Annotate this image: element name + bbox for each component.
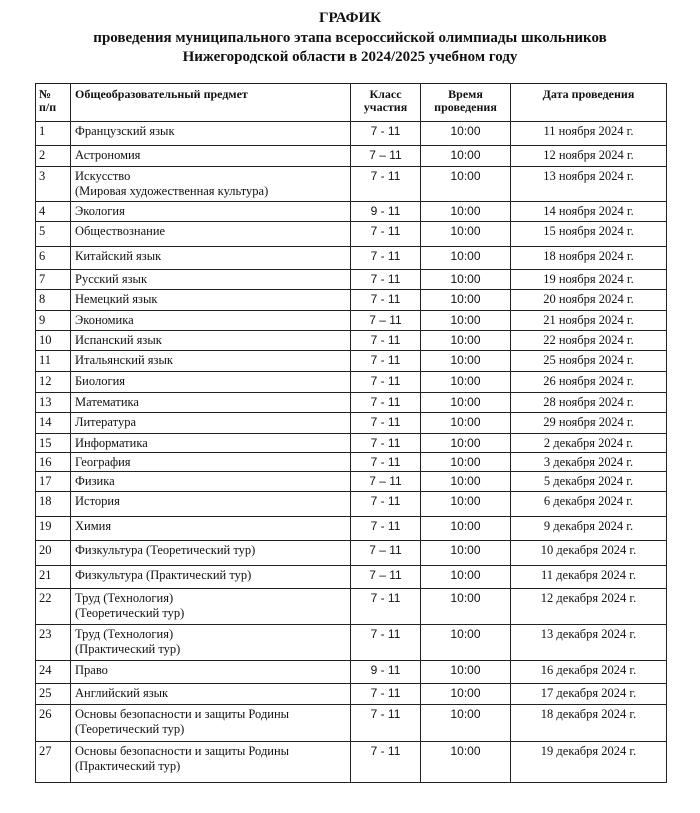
row-number: 17 xyxy=(36,472,71,492)
row-number: 3 xyxy=(36,167,71,202)
row-class: 9 - 11 xyxy=(351,661,421,684)
row-subject xyxy=(71,372,351,393)
row-class: 7 - 11 xyxy=(351,453,421,472)
row-subject-line2: (Теоретический тур) xyxy=(75,722,185,736)
row-time: 10:00 xyxy=(421,434,511,453)
row-subject xyxy=(71,311,351,331)
row-subject-line1: Основы безопасности и защиты Родины xyxy=(75,744,290,758)
row-subject-line1: Искусство xyxy=(75,169,131,183)
row-time: 10:00 xyxy=(421,311,511,331)
row-date: 25 ноября 2024 г. xyxy=(511,351,667,372)
row-date: 19 ноября 2024 г. xyxy=(511,270,667,290)
row-date: 13 ноября 2024 г. xyxy=(511,167,667,202)
row-date: 13 декабря 2024 г. xyxy=(511,625,667,661)
row-time: 10:00 xyxy=(421,290,511,311)
row-subject xyxy=(71,661,351,684)
table-row xyxy=(36,492,667,517)
row-time: 10:00 xyxy=(421,589,511,625)
row-number: 20 xyxy=(36,541,71,566)
row-subject-line1: Физкультура (Практический тур) xyxy=(75,568,252,582)
table-row xyxy=(36,434,667,453)
row-subject xyxy=(71,222,351,247)
row-subject xyxy=(71,566,351,589)
table-row xyxy=(36,270,667,290)
row-subject-line1: Труд (Технология) xyxy=(75,591,174,605)
row-time: 10:00 xyxy=(421,684,511,705)
row-subject xyxy=(71,270,351,290)
row-time: 10:00 xyxy=(421,517,511,541)
row-class: 7 - 11 xyxy=(351,434,421,453)
table-row xyxy=(36,541,667,566)
row-subject-line1: Труд (Технология) xyxy=(75,627,174,641)
row-date: 29 ноября 2024 г. xyxy=(511,413,667,434)
row-class: 7 – 11 xyxy=(351,541,421,566)
row-number: 1 xyxy=(36,122,71,146)
row-number: 18 xyxy=(36,492,71,517)
document-title: ГРАФИК xyxy=(318,10,382,26)
row-time: 10:00 xyxy=(421,566,511,589)
row-subject xyxy=(71,472,351,492)
row-time: 10:00 xyxy=(421,705,511,742)
header-subject: Общеобразовательный предмет xyxy=(71,84,351,122)
row-subject xyxy=(71,167,351,202)
row-number: 24 xyxy=(36,661,71,684)
row-subject-line1: Математика xyxy=(75,395,139,409)
row-class: 7 - 11 xyxy=(351,167,421,202)
document-subtitle: проведения муниципального этапа всероссийской олимпиады школьников xyxy=(93,30,607,46)
table-row xyxy=(36,625,667,661)
row-class: 7 – 11 xyxy=(351,472,421,492)
row-subject xyxy=(71,146,351,167)
row-class: 7 - 11 xyxy=(351,331,421,351)
row-time: 10:00 xyxy=(421,742,511,783)
row-time: 10:00 xyxy=(421,661,511,684)
table-row xyxy=(36,247,667,270)
row-class: 7 – 11 xyxy=(351,566,421,589)
header-time-line1: Время xyxy=(448,87,483,101)
row-subject-line1: Основы безопасности и защиты Родины xyxy=(75,707,290,721)
row-date: 9 декабря 2024 г. xyxy=(511,517,667,541)
header-time xyxy=(421,84,511,122)
table-row xyxy=(36,742,667,783)
row-class: 7 - 11 xyxy=(351,270,421,290)
row-number: 6 xyxy=(36,247,71,270)
row-number: 25 xyxy=(36,684,71,705)
row-class: 7 – 11 xyxy=(351,311,421,331)
row-number: 13 xyxy=(36,393,71,413)
row-date: 17 декабря 2024 г. xyxy=(511,684,667,705)
row-subject-line1: Право xyxy=(75,663,108,677)
table-row xyxy=(36,167,667,202)
header-number-line1: № xyxy=(39,87,52,101)
row-time: 10:00 xyxy=(421,393,511,413)
row-time: 10:00 xyxy=(421,351,511,372)
row-number: 4 xyxy=(36,202,71,222)
row-time: 10:00 xyxy=(421,413,511,434)
row-subject xyxy=(71,413,351,434)
table-row xyxy=(36,222,667,247)
row-subject xyxy=(71,290,351,311)
header-date: Дата проведения xyxy=(511,84,667,122)
row-class: 7 - 11 xyxy=(351,492,421,517)
row-subject xyxy=(71,742,351,783)
row-class: 7 - 11 xyxy=(351,705,421,742)
row-date: 6 декабря 2024 г. xyxy=(511,492,667,517)
row-date: 21 ноября 2024 г. xyxy=(511,311,667,331)
row-subject-line1: Астрономия xyxy=(75,148,141,162)
row-date: 15 ноября 2024 г. xyxy=(511,222,667,247)
row-number: 22 xyxy=(36,589,71,625)
row-date: 3 декабря 2024 г. xyxy=(511,453,667,472)
table-row xyxy=(36,202,667,222)
row-time: 10:00 xyxy=(421,167,511,202)
row-subject xyxy=(71,492,351,517)
row-subject-line1: Экономика xyxy=(75,313,134,327)
header-number xyxy=(36,84,71,122)
row-date: 18 ноября 2024 г. xyxy=(511,247,667,270)
row-subject xyxy=(71,434,351,453)
row-date: 12 декабря 2024 г. xyxy=(511,589,667,625)
row-subject xyxy=(71,393,351,413)
row-number: 21 xyxy=(36,566,71,589)
row-time: 10:00 xyxy=(421,270,511,290)
row-class: 7 - 11 xyxy=(351,122,421,146)
header-class-line2: участия xyxy=(363,100,408,114)
row-class: 7 - 11 xyxy=(351,372,421,393)
table-header-row xyxy=(36,84,667,122)
row-date: 20 ноября 2024 г. xyxy=(511,290,667,311)
row-subject xyxy=(71,589,351,625)
row-subject-line1: Английский язык xyxy=(75,686,169,700)
row-date: 22 ноября 2024 г. xyxy=(511,331,667,351)
row-subject-line1: История xyxy=(75,494,120,508)
table-row xyxy=(36,290,667,311)
row-time: 10:00 xyxy=(421,146,511,167)
row-subject-line1: Физика xyxy=(75,474,115,488)
row-subject-line2: (Мировая художественная культура) xyxy=(75,184,269,198)
header-number-line2: п/п xyxy=(39,100,57,114)
table-row xyxy=(36,566,667,589)
table-row xyxy=(36,589,667,625)
table-row xyxy=(36,331,667,351)
row-number: 16 xyxy=(36,453,71,472)
row-number: 7 xyxy=(36,270,71,290)
row-subject-line1: Информатика xyxy=(75,436,148,450)
row-class: 7 - 11 xyxy=(351,393,421,413)
row-class: 7 - 11 xyxy=(351,625,421,661)
row-date: 19 декабря 2024 г. xyxy=(511,742,667,783)
row-subject xyxy=(71,331,351,351)
row-time: 10:00 xyxy=(421,222,511,247)
schedule-table xyxy=(35,83,667,783)
row-number: 5 xyxy=(36,222,71,247)
row-number: 26 xyxy=(36,705,71,742)
row-number: 10 xyxy=(36,331,71,351)
row-date: 10 декабря 2024 г. xyxy=(511,541,667,566)
row-number: 12 xyxy=(36,372,71,393)
row-date: 2 декабря 2024 г. xyxy=(511,434,667,453)
row-time: 10:00 xyxy=(421,331,511,351)
row-subject xyxy=(71,247,351,270)
row-subject-line1: Биология xyxy=(75,374,126,388)
row-subject xyxy=(71,517,351,541)
table-row xyxy=(36,146,667,167)
row-number: 8 xyxy=(36,290,71,311)
row-number: 2 xyxy=(36,146,71,167)
row-time: 10:00 xyxy=(421,122,511,146)
row-number: 9 xyxy=(36,311,71,331)
row-date: 16 декабря 2024 г. xyxy=(511,661,667,684)
row-class: 7 - 11 xyxy=(351,351,421,372)
row-time: 10:00 xyxy=(421,472,511,492)
table-row xyxy=(36,122,667,146)
row-class: 7 - 11 xyxy=(351,517,421,541)
row-subject xyxy=(71,541,351,566)
row-subject xyxy=(71,453,351,472)
row-subject xyxy=(71,625,351,661)
row-subject-line1: Физкультура (Теоретический тур) xyxy=(75,543,256,557)
row-time: 10:00 xyxy=(421,247,511,270)
row-class: 7 - 11 xyxy=(351,589,421,625)
row-date: 26 ноября 2024 г. xyxy=(511,372,667,393)
row-subject-line1: Французский язык xyxy=(75,124,175,138)
row-date: 11 ноября 2024 г. xyxy=(511,122,667,146)
row-subject-line1: Русский язык xyxy=(75,272,148,286)
row-subject-line2: (Практический тур) xyxy=(75,642,181,656)
row-number: 27 xyxy=(36,742,71,783)
table-row xyxy=(36,351,667,372)
table-row xyxy=(36,311,667,331)
row-subject xyxy=(71,705,351,742)
row-number: 14 xyxy=(36,413,71,434)
row-number: 15 xyxy=(36,434,71,453)
row-time: 10:00 xyxy=(421,492,511,517)
row-subject-line1: Итальянский язык xyxy=(75,353,173,367)
row-class: 7 - 11 xyxy=(351,247,421,270)
row-time: 10:00 xyxy=(421,372,511,393)
row-subject-line1: Экология xyxy=(75,204,125,218)
document-subtitle-region: Нижегородской области в 2024/2025 учебном году xyxy=(182,49,518,65)
table-row xyxy=(36,684,667,705)
row-date: 14 ноября 2024 г. xyxy=(511,202,667,222)
row-subject-line1: Немецкий язык xyxy=(75,292,158,306)
row-class: 7 - 11 xyxy=(351,684,421,705)
row-date: 11 декабря 2024 г. xyxy=(511,566,667,589)
row-time: 10:00 xyxy=(421,202,511,222)
row-subject-line1: Китайский язык xyxy=(75,249,162,263)
row-class: 7 - 11 xyxy=(351,290,421,311)
table-row xyxy=(36,413,667,434)
row-subject-line1: Литература xyxy=(75,415,136,429)
table-row xyxy=(36,705,667,742)
row-number: 23 xyxy=(36,625,71,661)
row-time: 10:00 xyxy=(421,453,511,472)
row-subject xyxy=(71,684,351,705)
row-number: 11 xyxy=(36,351,71,372)
row-subject xyxy=(71,122,351,146)
row-class: 7 - 11 xyxy=(351,222,421,247)
table-row xyxy=(36,372,667,393)
row-subject-line1: Химия xyxy=(75,519,112,533)
row-class: 7 - 11 xyxy=(351,413,421,434)
table-row xyxy=(36,453,667,472)
row-date: 28 ноября 2024 г. xyxy=(511,393,667,413)
table-row xyxy=(36,393,667,413)
table-row xyxy=(36,661,667,684)
table-row xyxy=(36,472,667,492)
row-date: 5 декабря 2024 г. xyxy=(511,472,667,492)
row-date: 12 ноября 2024 г. xyxy=(511,146,667,167)
header-class-line1: Класс xyxy=(369,87,402,101)
header-class xyxy=(351,84,421,122)
header-time-line2: проведения xyxy=(434,100,497,114)
row-date: 18 декабря 2024 г. xyxy=(511,705,667,742)
row-subject-line1: Испанский язык xyxy=(75,333,162,347)
row-subject-line2: (Практический тур) xyxy=(75,759,181,773)
row-subject xyxy=(71,202,351,222)
table-row xyxy=(36,517,667,541)
row-subject-line1: Обществознание xyxy=(75,224,166,238)
row-class: 7 – 11 xyxy=(351,146,421,167)
row-time: 10:00 xyxy=(421,625,511,661)
row-time: 10:00 xyxy=(421,541,511,566)
row-class: 7 - 11 xyxy=(351,742,421,783)
row-subject-line1: География xyxy=(75,455,131,469)
row-subject-line2: (Теоретический тур) xyxy=(75,606,185,620)
row-class: 9 - 11 xyxy=(351,202,421,222)
row-number: 19 xyxy=(36,517,71,541)
row-subject xyxy=(71,351,351,372)
